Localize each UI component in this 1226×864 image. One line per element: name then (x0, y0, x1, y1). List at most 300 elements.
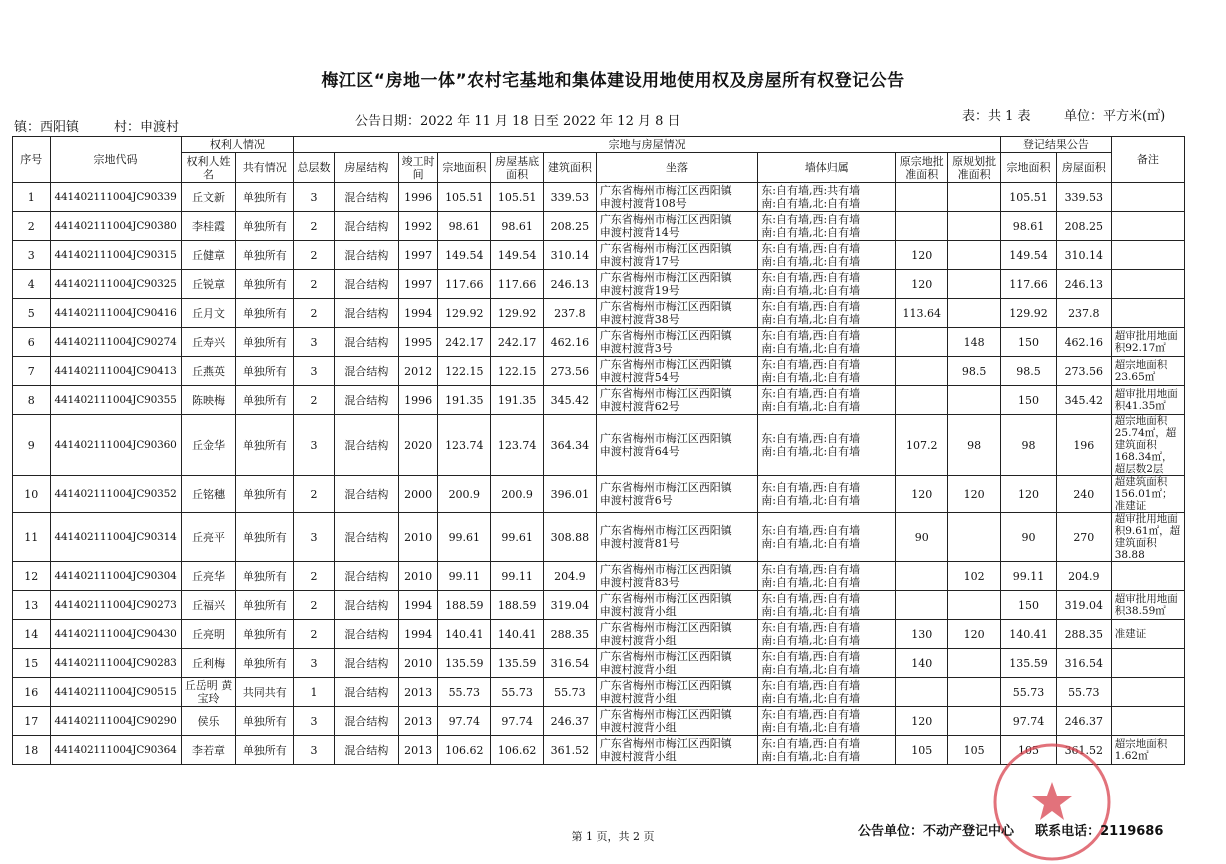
cell-row-seq: 15 (13, 649, 51, 678)
cell-holder-name: 李若章 (181, 736, 236, 765)
cell-land-area: 123.74 (438, 415, 491, 476)
header-floors: 总层数 (294, 153, 335, 183)
cell-wall-ownership (758, 513, 896, 562)
wall-ownership-line-1: 东:自有墙,西:自有墙 (761, 329, 861, 342)
location-line-2: 申渡村渡背38号 (599, 313, 680, 326)
cell-orig-approved: 130 (896, 620, 948, 649)
cell-completion-year: 1997 (398, 270, 438, 299)
cell-orig-planned (948, 299, 1001, 328)
cell-structure: 混合结构 (334, 212, 398, 241)
cell-land-area: 149.54 (438, 241, 491, 270)
cell-structure: 混合结构 (334, 678, 398, 707)
cell-structure: 混合结构 (334, 562, 398, 591)
location-line-2: 申渡村渡背83号 (599, 576, 680, 589)
header-shared: 共有情况 (236, 153, 294, 183)
cell-orig-approved (896, 328, 948, 357)
cell-result-land-area: 105.51 (1001, 183, 1057, 212)
cell-base-area: 135.59 (491, 649, 544, 678)
cell-building-area: 204.9 (544, 562, 597, 591)
wall-ownership-line-1: 东:自有墙,西:自有墙 (761, 708, 861, 721)
location-line-1: 广东省梅州市梅江区西阳镇 (599, 679, 732, 692)
page-indicator: 第 1 页，共 2 页 (571, 830, 655, 843)
cell-location (596, 649, 757, 678)
cell-base-area: 117.66 (491, 270, 544, 299)
wall-ownership-line-1: 东:自有墙,西:自有墙 (761, 679, 861, 692)
cell-holder-name: 李桂霞 (181, 212, 236, 241)
cell-remark: 超审批用地面积92.17㎡ (1111, 328, 1184, 357)
cell-wall-ownership (758, 736, 896, 765)
official-seal-icon (990, 740, 1114, 864)
cell-result-land-area: 99.11 (1001, 562, 1057, 591)
cell-holder-name: 侯乐 (181, 707, 236, 736)
cell-result-land-area: 150 (1001, 591, 1057, 620)
cell-holder-name: 丘寿兴 (181, 328, 236, 357)
cell-structure: 混合结构 (334, 357, 398, 386)
wall-ownership-line-1: 东:自有墙,西:自有墙 (761, 358, 861, 371)
location-line-2: 申渡村渡背3号 (599, 342, 673, 355)
header-land-area: 宗地面积 (438, 153, 491, 183)
cell-base-area: 191.35 (491, 386, 544, 415)
wall-ownership-line-2: 南:自有墙,北:自有墙 (761, 197, 861, 210)
cell-remark: 超审批用地面积41.35㎡ (1111, 386, 1184, 415)
cell-land-area: 105.51 (438, 183, 491, 212)
cell-holder-name: 丘金华 (181, 415, 236, 476)
cell-floors: 3 (294, 415, 335, 476)
cell-completion-year: 1994 (398, 299, 438, 328)
registration-table (12, 136, 1185, 765)
cell-wall-ownership (758, 241, 896, 270)
cell-completion-year: 2010 (398, 649, 438, 678)
cell-land-area: 129.92 (438, 299, 491, 328)
wall-ownership-line-2: 南:自有墙,北:自有墙 (761, 663, 861, 676)
cell-wall-ownership (758, 357, 896, 386)
location-line-2: 申渡村渡背64号 (599, 445, 680, 458)
cell-building-area: 208.25 (544, 212, 597, 241)
location-line-1: 广东省梅州市梅江区西阳镇 (599, 592, 732, 605)
cell-shared-type: 单独所有 (236, 476, 294, 513)
cell-land-code: 441402111004JC90273 (50, 591, 181, 620)
header-rights-holder: 权利人情况 (181, 137, 294, 153)
cell-result-land-area: 90 (1001, 513, 1057, 562)
cell-orig-planned: 120 (948, 476, 1001, 513)
cell-location (596, 183, 757, 212)
cell-remark (1111, 270, 1184, 299)
cell-result-land-area: 98 (1001, 415, 1057, 476)
cell-location (596, 591, 757, 620)
cell-result-land-area: 150 (1001, 328, 1057, 357)
cell-floors: 1 (294, 678, 335, 707)
wall-ownership-line-1: 东:自有墙,西:自有墙 (761, 213, 861, 226)
cell-row-seq: 18 (13, 736, 51, 765)
cell-shared-type: 单独所有 (236, 415, 294, 476)
cell-wall-ownership (758, 678, 896, 707)
cell-completion-year: 2013 (398, 736, 438, 765)
location-line-2: 申渡村渡背小组 (599, 721, 677, 734)
wall-ownership-line-2: 南:自有墙,北:自有墙 (761, 634, 861, 647)
cell-building-area: 288.35 (544, 620, 597, 649)
cell-completion-year: 1992 (398, 212, 438, 241)
cell-shared-type: 单独所有 (236, 299, 294, 328)
location-line-1: 广东省梅州市梅江区西阳镇 (599, 271, 732, 284)
cell-land-code: 441402111004JC90283 (50, 649, 181, 678)
cell-location (596, 386, 757, 415)
cell-holder-name: 丘月文 (181, 299, 236, 328)
cell-wall-ownership (758, 476, 896, 513)
header-remarks: 备注 (1111, 137, 1184, 183)
location-line-2: 申渡村渡背6号 (599, 494, 673, 507)
wall-ownership-line-1: 东:自有墙,西:自有墙 (761, 432, 861, 445)
cell-structure: 混合结构 (334, 591, 398, 620)
cell-wall-ownership (758, 183, 896, 212)
cell-shared-type: 单独所有 (236, 357, 294, 386)
cell-structure: 混合结构 (334, 241, 398, 270)
cell-wall-ownership (758, 649, 896, 678)
cell-floors: 3 (294, 183, 335, 212)
notice-date: 公告日期：2022 年 11 月 18 日至 2022 年 12 月 8 日 (355, 114, 681, 129)
cell-base-area: 105.51 (491, 183, 544, 212)
cell-remark: 超审批用地面积38.59㎡ (1111, 591, 1184, 620)
cell-floors: 3 (294, 328, 335, 357)
cell-holder-name: 丘健章 (181, 241, 236, 270)
cell-result-house-area: 55.73 (1056, 678, 1111, 707)
cell-orig-approved: 113.64 (896, 299, 948, 328)
cell-floors: 2 (294, 620, 335, 649)
location-line-1: 广东省梅州市梅江区西阳镇 (599, 329, 732, 342)
cell-remark (1111, 678, 1184, 707)
location-line-1: 广东省梅州市梅江区西阳镇 (599, 708, 732, 721)
table-body (13, 183, 1185, 765)
cell-orig-approved (896, 591, 948, 620)
cell-location (596, 270, 757, 299)
cell-land-area: 242.17 (438, 328, 491, 357)
cell-orig-planned: 98 (948, 415, 1001, 476)
cell-completion-year: 2013 (398, 678, 438, 707)
cell-remark: 超审批用地面积9.61㎡，超建筑面积38.88 (1111, 513, 1184, 562)
cell-land-code: 441402111004JC90290 (50, 707, 181, 736)
wall-ownership-line-1: 东:自有墙,西:自有墙 (761, 621, 861, 634)
cell-location (596, 476, 757, 513)
location-line-2: 申渡村渡背小组 (599, 663, 677, 676)
location-line-1: 广东省梅州市梅江区西阳镇 (599, 563, 732, 576)
cell-structure: 混合结构 (334, 328, 398, 357)
wall-ownership-line-2: 南:自有墙,北:自有墙 (761, 537, 861, 550)
header-seq: 序号 (13, 137, 51, 183)
town-label: 镇：西阳镇 (14, 120, 80, 135)
wall-ownership-line-2: 南:自有墙,北:自有墙 (761, 226, 861, 239)
cell-floors: 2 (294, 591, 335, 620)
cell-base-area: 188.59 (491, 591, 544, 620)
cell-holder-name: 丘铭穗 (181, 476, 236, 513)
cell-result-land-area: 150 (1001, 386, 1057, 415)
cell-wall-ownership (758, 707, 896, 736)
cell-structure: 混合结构 (334, 513, 398, 562)
cell-base-area: 129.92 (491, 299, 544, 328)
table-row (13, 707, 1185, 736)
cell-row-seq: 3 (13, 241, 51, 270)
cell-building-area: 361.52 (544, 736, 597, 765)
cell-orig-approved: 120 (896, 241, 948, 270)
wall-ownership-line-1: 东:自有墙,西:自有墙 (761, 737, 861, 750)
cell-location (596, 513, 757, 562)
cell-orig-approved (896, 212, 948, 241)
header-location: 坐落 (596, 153, 757, 183)
cell-land-code: 441402111004JC90515 (50, 678, 181, 707)
cell-orig-approved: 120 (896, 707, 948, 736)
location-line-1: 广东省梅州市梅江区西阳镇 (599, 524, 732, 537)
cell-completion-year: 1994 (398, 591, 438, 620)
cell-wall-ownership (758, 212, 896, 241)
location-line-2: 申渡村渡背小组 (599, 692, 677, 705)
cell-land-area: 55.73 (438, 678, 491, 707)
table-row (13, 678, 1185, 707)
cell-wall-ownership (758, 386, 896, 415)
table-row (13, 513, 1185, 562)
location-line-2: 申渡村渡背81号 (599, 537, 680, 550)
wall-ownership-line-2: 南:自有墙,北:自有墙 (761, 284, 861, 297)
wall-ownership-line-2: 南:自有墙,北:自有墙 (761, 605, 861, 618)
cell-base-area: 149.54 (491, 241, 544, 270)
cell-row-seq: 1 (13, 183, 51, 212)
cell-result-land-area: 120 (1001, 476, 1057, 513)
cell-land-code: 441402111004JC90274 (50, 328, 181, 357)
wall-ownership-line-1: 东:自有墙,西:自有墙 (761, 481, 861, 494)
cell-orig-planned (948, 649, 1001, 678)
cell-completion-year: 1995 (398, 328, 438, 357)
cell-remark: 超宗地面积25.74㎡，超建筑面积168.34㎡，超层数2层 (1111, 415, 1184, 476)
header-result-house: 房屋面积 (1056, 153, 1111, 183)
cell-shared-type: 单独所有 (236, 270, 294, 299)
cell-wall-ownership (758, 620, 896, 649)
cell-remark (1111, 649, 1184, 678)
cell-result-land-area: 149.54 (1001, 241, 1057, 270)
table-row (13, 183, 1185, 212)
wall-ownership-line-1: 东:自有墙,西:自有墙 (761, 563, 861, 576)
cell-completion-year: 2010 (398, 513, 438, 562)
cell-building-area: 308.88 (544, 513, 597, 562)
cell-remark (1111, 707, 1184, 736)
location-line-2: 申渡村渡背17号 (599, 255, 680, 268)
header-holder-name: 权利人姓名 (181, 153, 236, 183)
cell-base-area: 123.74 (491, 415, 544, 476)
cell-shared-type: 单独所有 (236, 620, 294, 649)
cell-land-area: 99.61 (438, 513, 491, 562)
cell-holder-name: 陈映梅 (181, 386, 236, 415)
table-row (13, 415, 1185, 476)
cell-land-code: 441402111004JC90364 (50, 736, 181, 765)
cell-result-land-area: 98.61 (1001, 212, 1057, 241)
cell-land-code: 441402111004JC90413 (50, 357, 181, 386)
wall-ownership-line-1: 东:自有墙,西:自有墙 (761, 592, 861, 605)
cell-base-area: 200.9 (491, 476, 544, 513)
wall-ownership-line-1: 东:自有墙,西:共有墙 (761, 184, 861, 197)
location-line-1: 广东省梅州市梅江区西阳镇 (599, 387, 732, 400)
cell-base-area: 122.15 (491, 357, 544, 386)
location-line-1: 广东省梅州市梅江区西阳镇 (599, 300, 732, 313)
cell-land-area: 191.35 (438, 386, 491, 415)
wall-ownership-line-2: 南:自有墙,北:自有墙 (761, 721, 861, 734)
header-land-house: 宗地与房屋情况 (294, 137, 1001, 153)
cell-result-house-area: 273.56 (1056, 357, 1111, 386)
cell-floors: 2 (294, 299, 335, 328)
cell-location (596, 328, 757, 357)
cell-location (596, 212, 757, 241)
cell-result-land-area: 117.66 (1001, 270, 1057, 299)
cell-base-area: 98.61 (491, 212, 544, 241)
cell-row-seq: 17 (13, 707, 51, 736)
cell-result-house-area: 270 (1056, 513, 1111, 562)
header-structure: 房屋结构 (334, 153, 398, 183)
table-row (13, 620, 1185, 649)
cell-holder-name: 丘利梅 (181, 649, 236, 678)
cell-result-land-area: 129.92 (1001, 299, 1057, 328)
cell-building-area: 246.13 (544, 270, 597, 299)
cell-row-seq: 13 (13, 591, 51, 620)
cell-structure: 混合结构 (334, 476, 398, 513)
cell-floors: 2 (294, 241, 335, 270)
cell-row-seq: 9 (13, 415, 51, 476)
table-row (13, 562, 1185, 591)
cell-result-land-area: 55.73 (1001, 678, 1057, 707)
cell-remark (1111, 299, 1184, 328)
cell-completion-year: 2012 (398, 357, 438, 386)
cell-holder-name: 丘亮平 (181, 513, 236, 562)
wall-ownership-line-1: 东:自有墙,西:自有墙 (761, 650, 861, 663)
cell-base-area: 55.73 (491, 678, 544, 707)
cell-land-area: 117.66 (438, 270, 491, 299)
cell-wall-ownership (758, 591, 896, 620)
cell-shared-type: 单独所有 (236, 241, 294, 270)
header-wall: 墙体归属 (758, 153, 896, 183)
cell-completion-year: 1997 (398, 241, 438, 270)
location-line-1: 广东省梅州市梅江区西阳镇 (599, 650, 732, 663)
cell-orig-planned: 120 (948, 620, 1001, 649)
cell-row-seq: 11 (13, 513, 51, 562)
cell-land-area: 97.74 (438, 707, 491, 736)
cell-result-house-area: 462.16 (1056, 328, 1111, 357)
cell-result-house-area: 204.9 (1056, 562, 1111, 591)
location-line-2: 申渡村渡背62号 (599, 400, 680, 413)
cell-orig-approved: 140 (896, 649, 948, 678)
cell-result-land-area: 135.59 (1001, 649, 1057, 678)
cell-building-area: 345.42 (544, 386, 597, 415)
cell-structure: 混合结构 (334, 270, 398, 299)
table-row (13, 649, 1185, 678)
cell-orig-approved: 107.2 (896, 415, 948, 476)
cell-shared-type: 单独所有 (236, 591, 294, 620)
cell-base-area: 242.17 (491, 328, 544, 357)
cell-land-area: 135.59 (438, 649, 491, 678)
cell-location (596, 736, 757, 765)
wall-ownership-line-2: 南:自有墙,北:自有墙 (761, 494, 861, 507)
cell-base-area: 99.61 (491, 513, 544, 562)
cell-floors: 2 (294, 212, 335, 241)
cell-remark (1111, 562, 1184, 591)
cell-structure: 混合结构 (334, 299, 398, 328)
location-line-1: 广东省梅州市梅江区西阳镇 (599, 737, 732, 750)
cell-result-house-area: 208.25 (1056, 212, 1111, 241)
cell-building-area: 339.53 (544, 183, 597, 212)
wall-ownership-line-2: 南:自有墙,北:自有墙 (761, 371, 861, 384)
cell-holder-name: 丘燕英 (181, 357, 236, 386)
cell-orig-approved (896, 183, 948, 212)
cell-land-code: 441402111004JC90325 (50, 270, 181, 299)
cell-land-code: 441402111004JC90416 (50, 299, 181, 328)
cell-land-area: 106.62 (438, 736, 491, 765)
cell-land-area: 188.59 (438, 591, 491, 620)
cell-row-seq: 5 (13, 299, 51, 328)
cell-orig-approved: 120 (896, 476, 948, 513)
table-row (13, 476, 1185, 513)
cell-building-area: 319.04 (544, 591, 597, 620)
cell-orig-approved (896, 357, 948, 386)
cell-remark: 超建筑面积156.01㎡；准建证 (1111, 476, 1184, 513)
cell-orig-approved (896, 386, 948, 415)
location-line-1: 广东省梅州市梅江区西阳镇 (599, 432, 732, 445)
table-row (13, 386, 1185, 415)
cell-orig-planned (948, 707, 1001, 736)
cell-shared-type: 单独所有 (236, 707, 294, 736)
cell-result-house-area: 237.8 (1056, 299, 1111, 328)
cell-land-area: 98.61 (438, 212, 491, 241)
location-line-1: 广东省梅州市梅江区西阳镇 (599, 481, 732, 494)
cell-land-code: 441402111004JC90304 (50, 562, 181, 591)
cell-orig-planned (948, 678, 1001, 707)
cell-floors: 3 (294, 649, 335, 678)
cell-base-area: 106.62 (491, 736, 544, 765)
cell-building-area: 364.34 (544, 415, 597, 476)
wall-ownership-line-1: 东:自有墙,西:自有墙 (761, 300, 861, 313)
cell-structure: 混合结构 (334, 707, 398, 736)
cell-row-seq: 8 (13, 386, 51, 415)
table-row (13, 328, 1185, 357)
cell-remark: 准建证 (1111, 620, 1184, 649)
cell-remark: 超宗地面积23.65㎡ (1111, 357, 1184, 386)
cell-wall-ownership (758, 562, 896, 591)
cell-orig-planned (948, 513, 1001, 562)
cell-row-seq: 16 (13, 678, 51, 707)
wall-ownership-line-1: 东:自有墙,西:自有墙 (761, 524, 861, 537)
header-house-base-area: 房屋基底面积 (491, 153, 544, 183)
table-row (13, 270, 1185, 299)
cell-land-area: 140.41 (438, 620, 491, 649)
cell-shared-type: 单独所有 (236, 183, 294, 212)
wall-ownership-line-1: 东:自有墙,西:自有墙 (761, 242, 861, 255)
cell-floors: 2 (294, 386, 335, 415)
cell-location (596, 562, 757, 591)
cell-floors: 2 (294, 476, 335, 513)
cell-orig-planned (948, 183, 1001, 212)
cell-shared-type: 单独所有 (236, 386, 294, 415)
wall-ownership-line-1: 东:自有墙,西:自有墙 (761, 271, 861, 284)
cell-orig-approved (896, 678, 948, 707)
cell-completion-year: 2010 (398, 562, 438, 591)
cell-row-seq: 4 (13, 270, 51, 299)
wall-ownership-line-2: 南:自有墙,北:自有墙 (761, 692, 861, 705)
header-result-land: 宗地面积 (1001, 153, 1057, 183)
cell-row-seq: 10 (13, 476, 51, 513)
wall-ownership-line-2: 南:自有墙,北:自有墙 (761, 342, 861, 355)
cell-structure: 混合结构 (334, 415, 398, 476)
cell-location (596, 415, 757, 476)
cell-wall-ownership (758, 299, 896, 328)
cell-land-code: 441402111004JC90314 (50, 513, 181, 562)
cell-orig-planned: 105 (948, 736, 1001, 765)
cell-location (596, 299, 757, 328)
header-orig-planned: 原规划批准面积 (948, 153, 1001, 183)
cell-holder-name: 丘亮华 (181, 562, 236, 591)
wall-ownership-line-2: 南:自有墙,北:自有墙 (761, 400, 861, 413)
cell-holder-name: 丘福兴 (181, 591, 236, 620)
